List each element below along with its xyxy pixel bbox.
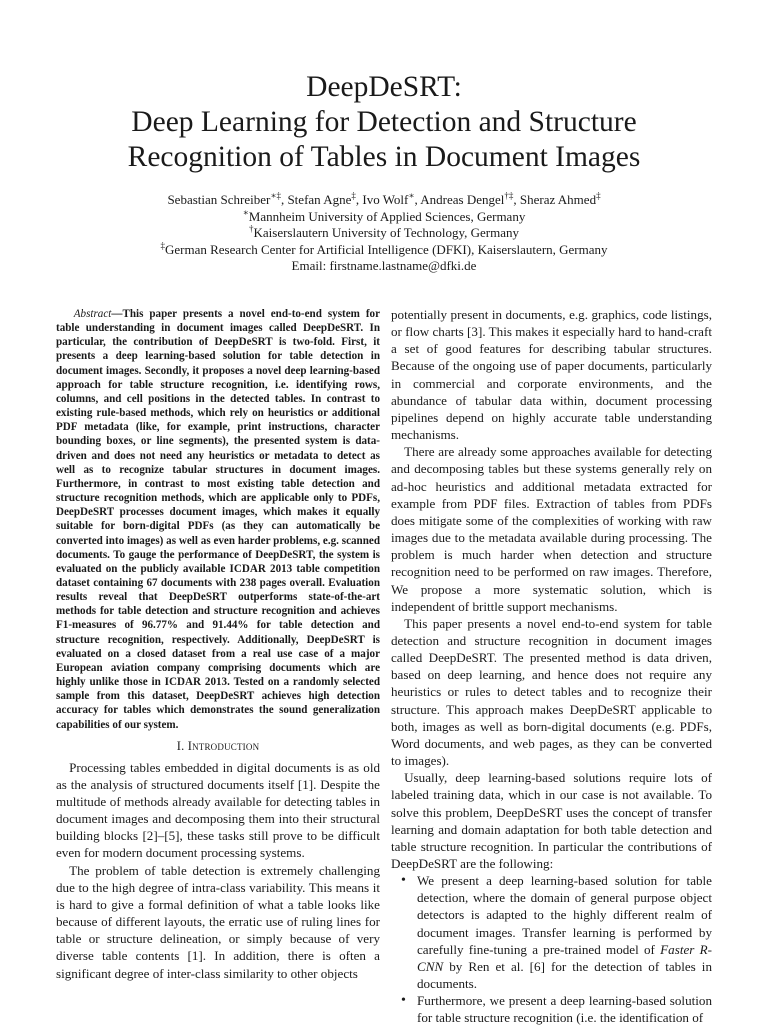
title-line-1: DeepDeSRT: — [306, 71, 462, 103]
author-5: , Sheraz Ahmed — [513, 192, 597, 207]
affiliation-3-text: German Research Center for Artificial Intelligence (DFKI), Kaiserslautern, Germany — [164, 241, 608, 257]
contribution-1-text: We present a deep learning-based solution for table detection, where the domain of general purpose object detectors is adapted to the highly different realm of document images. Transfer learning is performed by carefully fine-tuning a pre-trained model of — [417, 873, 712, 957]
faster-rcnn-term: Faster R-CNN — [417, 941, 712, 974]
author-4: , Andreas Dengel — [414, 192, 505, 207]
affiliation-2-text: Kaiserslautern University of Technology, Germany — [253, 225, 520, 240]
author-3-marks: ∗ — [408, 190, 415, 201]
title-line-3: Recognition of Tables in Document Images — [127, 141, 641, 173]
affiliation-1 — [40, 209, 728, 226]
author-2: , Stefan Agne — [280, 192, 352, 207]
author-1: Sebastian Schreiber — [167, 192, 271, 207]
section-heading-introduction: I. Introduction — [176, 738, 260, 753]
right-paragraph-1: potentially present in documents, e.g. graphics, code listings, or flow charts [3]. This makes it especially hard to hand-craft a set of good features for describing tabular structures. Because of the ongoing use of paper documents, particularly in commercial and corporate environments, and the abundance of tabular data within, document processing pipelines depend on highly accurate table understanding mechanisms. — [391, 307, 712, 443]
author-names — [40, 192, 728, 209]
affiliation-1-mark: ∗ — [242, 207, 249, 218]
affiliation-2 — [40, 225, 728, 242]
author-3: , Ivo Wolf — [355, 192, 409, 207]
author-4-marks: †‡ — [504, 190, 514, 201]
affiliation-3-mark: ‡ — [160, 240, 165, 251]
list-item — [391, 872, 712, 992]
abstract-lead: Abstract — [73, 308, 112, 320]
author-5-marks: ‡ — [596, 190, 601, 201]
author-email: Email: firstname.lastname@dfki.de — [291, 258, 477, 273]
right-paragraph-4: Usually, deep learning-based solutions require lots of labeled training data, which in our case is not available. To solve this problem, DeepDeSRT uses the concept of transfer learning and domain adaptation for both table detection and table structure recognition. In particular the contributions of DeepDeSRT are the following: — [391, 770, 712, 871]
right-paragraph-2: There are already some approaches available for detecting and decomposing tables but these systems generally rely on ad-hoc heuristics and additional metadata extracted for example from PDF files. Extraction of tables from PDFs does mitigate some of the complexities of working with raw images due to the metadata available during processing. The problem is much harder when detection and structure recognition need to be performed on raw images. Therefore, We propose a more systematic solution, which is independent of brittle support mechanisms. — [391, 444, 712, 614]
right-column — [391, 306, 712, 1027]
author-block — [40, 192, 728, 275]
contributions-list — [391, 872, 712, 1026]
affiliation-2-mark: † — [248, 223, 254, 234]
intro-paragraph-2: The problem of table detection is extremely challenging due to the high degree of intra-class variability. This means it is hard to give a formal definition of what a table looks like because of different layouts, the erratic use of ruling lines for table or structure delineation, or simply because of very diverse table contents [1]. In addition, there is often a significant degree of inter-class similarity to other objects — [56, 862, 380, 981]
bullet-icon: • — [401, 873, 406, 889]
left-column — [56, 306, 380, 982]
intro-paragraph-1: Processing tables embedded in digital documents is as old as the analysis of structured documents itself [1]. Despite the multitude of methods already available for detecting tables in document images and decomposing them into their structural building blocks [2]–[5], these tasks still prove to be difficult even for modern document processing systems. — [56, 759, 380, 861]
list-item — [391, 992, 712, 1026]
title-line-2: Deep Learning for Detection and Structure — [131, 106, 637, 138]
bullet-icon: • — [401, 993, 406, 1009]
affiliation-1-text: Mannheim University of Applied Sciences, Germany — [248, 208, 526, 224]
paper-title — [40, 70, 728, 175]
author-1-marks: ∗‡ — [270, 190, 281, 201]
abstract-text: —This paper presents a novel end-to-end system for table understanding in document images called DeepDeSRT. In particular, the contribution of DeepDeSRT is two-fold. First, it presents a deep learning-based solution for table detection in document images. Secondly, it proposes a novel deep learning-based approach for table structure recognition, i.e. identifying rows, columns, and cell positions in the detected tables. In contrast to existing rule-based methods, which rely on heuristics or additional PDF metadata (like, for example, print instructions, character bounding boxes, or line segments), the presented system is data-driven and does not need any heuristics or metadata to detect as well as to recognize tabular structures in document images. Furthermore, in contrast to most existing table detection and structure recognition methods, which are applicable only to PDFs, DeepDeSRT processes document images, which makes it equally suitable for born-digital PDFs (as they can automatically be converted into images) as well as even harder problems, e.g. scanned documents. To gauge the performance of DeepDeSRT, the system is evaluated on the publicly available ICDAR 2013 table competition dataset containing 67 documents with 238 pages overall. Evaluation results reveal that DeepDeSRT outperforms state-of-the-art methods for table detection and structure recognition and achieves F1-measures of 96.77% and 91.44% for table detection and structure recognition, respectively. Additionally, DeepDeSRT is evaluated on a closed dataset from a real use case of a major European aviation company comprising documents which are highly unlike those in ICDAR 2013. Tested on a randomly selected sample from this dataset, DeepDeSRT achieves high detection accuracy for tables which demonstrates the sound generalization capabilities of our system. — [56, 308, 380, 731]
contribution-1-tail: by Ren et al. [6] for the detection of tables in documents. — [417, 958, 712, 992]
abstract — [56, 306, 380, 732]
affiliation-3 — [40, 242, 728, 259]
right-paragraph-3: This paper presents a novel end-to-end system for table detection and structure recognition in document images called DeepDeSRT. The presented method is data driven, based on deep learning, and hence does not require any heuristics or rules to detect tables and to recognize their structure. This approach makes DeepDeSRT applicable to both, images as well as born-digital documents (e.g. PDFs, Word documents, and web pages, as they can be converted to images). — [391, 615, 712, 769]
author-2-marks: ‡ — [351, 190, 356, 201]
contribution-2-text: Furthermore, we present a deep learning-based solution for table structure recognition (i.e. the identification of — [417, 993, 712, 1026]
